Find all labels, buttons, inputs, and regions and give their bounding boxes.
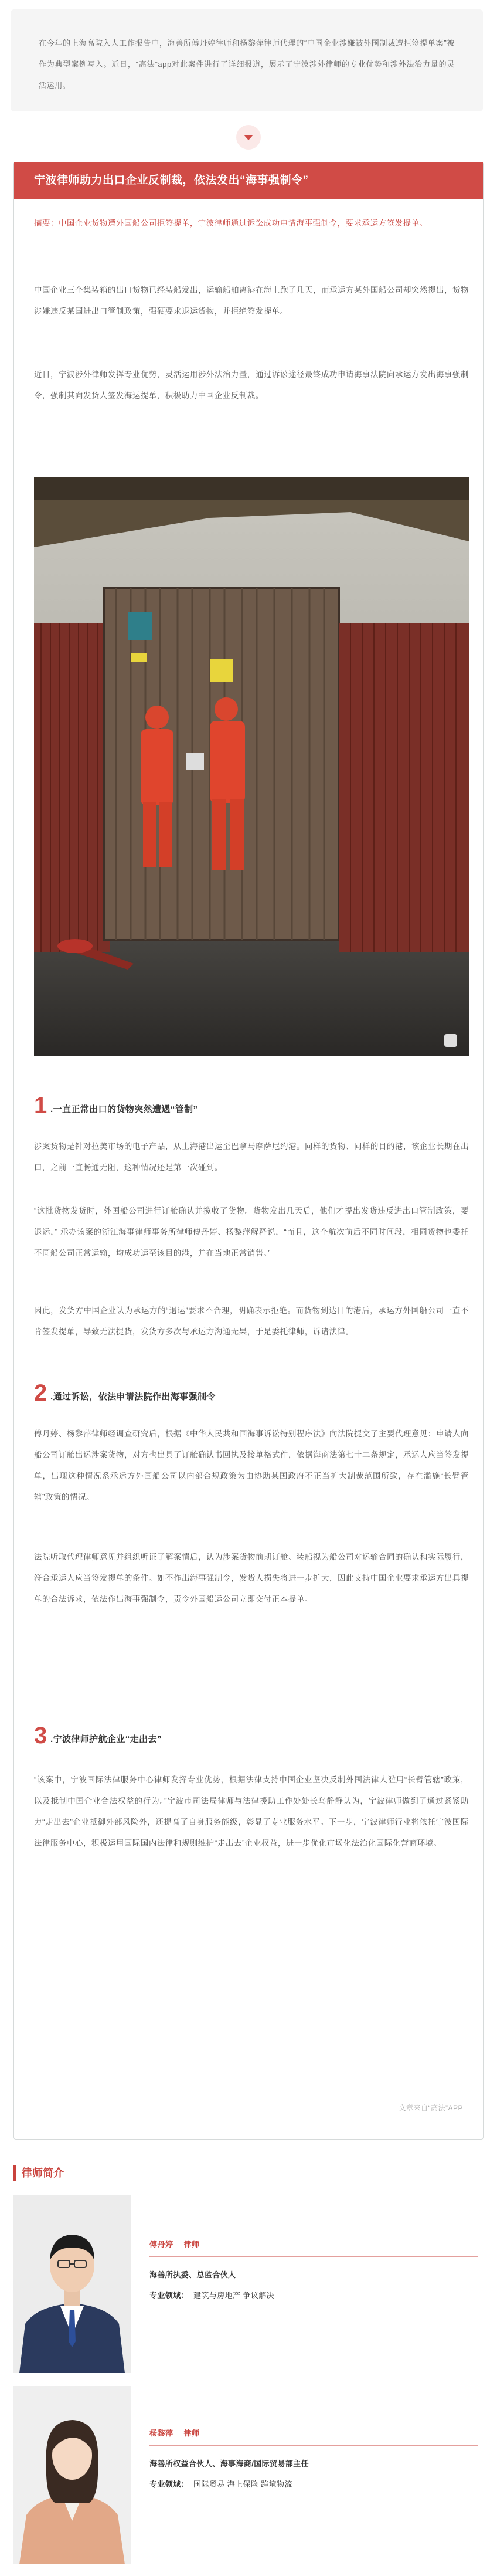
- lawyer-name-line: [149, 2238, 478, 2249]
- lawyer-profile: [13, 2195, 484, 2373]
- intro-text: 在今年的上海高院入人工作报告中，海善所傅丹婷律师和杨黎萍律师代理的“中国企业涉嫌被外国制裁遭拒签提单案”被作为典型案例写入。近日，“高法”app对此案件进行了详细报道，展示了宁波涉外律师的专业优势和涉外法治力量的灵活运用。: [39, 39, 455, 90]
- lawyer-title: 海善所执委、总监合伙人: [149, 2270, 236, 2279]
- intro-box: [11, 9, 483, 111]
- lawyer-info: [149, 2238, 478, 2300]
- section-title: [34, 1380, 469, 1406]
- article-paragraph: 近日，宁波涉外律师发挥专业优势，灵活运用涉外法治力量，通过诉讼途径最终成功申请海事法院向承运方发出海事强制令，强制其向发货人签发海运提单，积极助力中国企业反制裁。: [34, 370, 469, 400]
- lawyer-profile: [13, 2386, 484, 2564]
- section-heading: .通过诉讼，依法申请法院作出海事强制令: [50, 1392, 216, 1402]
- field-label: 专业领域：: [149, 2291, 189, 2300]
- lawyer-photo: [13, 2195, 131, 2373]
- lawyer-name-line: [149, 2427, 478, 2438]
- lawyer-info: [149, 2427, 478, 2489]
- container-inspection-photo: [34, 477, 469, 1056]
- article-card: [13, 162, 484, 2140]
- lawyer-name: 傅丹婷: [149, 2240, 173, 2249]
- lawyer-role: 律师: [183, 2240, 200, 2249]
- lawyer-name: 杨黎萍: [149, 2429, 173, 2438]
- lawyer-role: 律师: [183, 2429, 200, 2438]
- article-paragraph: 傅丹婷、杨黎萍律师经调查研究后，根据《中华人民共和国海事诉讼特别程序法》向法院提交了主要代理意见：申请人向船公司订舱出运涉案货物，对方也出具了订舱确认书回执及接单格式件，依据海商法第七十二条规定，承运人应当签发提单，出现这种情况系承运方外国船公司以内部合规政策为由协助某国政府不正当扩大制裁范围所致，存在滥施“长臂管辖”政策的情况。: [34, 1429, 469, 1501]
- divider: [149, 2445, 478, 2446]
- article-paragraph: 涉案货物是针对拉美市场的电子产品，从上海港出运至巴拿马摩萨尼约港。同样的货物、同样的目的港，该企业长期在出口，之前一直畅通无阻，这种情况还是第一次碰到。: [34, 1142, 469, 1172]
- lawyer-photo: [13, 2386, 131, 2564]
- article-paragraph: 法院听取代理律师意见并组织听证了解案情后，认为涉案货物前期订舱、装船视为船公司对运输合同的确认和实际履行，符合承运人应当签发提单的条件。如不作出海事强制令，发货人损失将进一步扩大，因此支持中国企业要求承运方出具提单的合法诉求，依法作出海事强制令，责令外国船运公司立即交付正本提单。: [34, 1553, 469, 1604]
- article-abstract: 摘要：中国企业货物遭外国船公司拒签提单，宁波律师通过诉讼成功申请海事强制令，要求承运方签发提单。: [34, 219, 428, 228]
- section-heading: .一直正常出口的货物突然遭遇“管制”: [50, 1104, 198, 1114]
- article-paragraph: 中国企业三个集装箱的出口货物已经装船发出，运输船舶离港在海上跑了几天，而承运方某外国船公司却突然提出，货物涉嫌违反某国进出口管制政策，强硬要求退运货物，并拒绝签发提单。: [34, 286, 469, 316]
- section-title: [34, 1093, 469, 1118]
- article-paragraph: “该案中，宁波国际法律服务中心律师发挥专业优势，根据法律支持中国企业坚决反制外国法律人滥用“长臂管辖”政策，以及抵制中国企业合法权益的行为。”宁波市司法局律师与法律援助工作处处长乌静静认为，宁波律师做到了通过紧紧助力“走出去”企业抵御外部风险外，还提高了自身服务能级，彰显了专业服务水平。下一步，宁波律师行业将依托宁波国际法律服务中心，积极运用国际国内法律和规则维护“走出去”企业权益，进一步优化市场化法治化国际化营商环境。: [34, 1775, 469, 1848]
- lawyer-field: [149, 2289, 478, 2300]
- article-header: 宁波律师助力出口企业反制裁，依法发出“海事强制令”: [14, 162, 483, 199]
- section-number: 3: [34, 1723, 47, 1748]
- lawyer-field: [149, 2478, 478, 2489]
- lawyers-section-title: 律师简介: [13, 2165, 64, 2181]
- field-value: 国际贸易 海上保险 跨境物流: [193, 2480, 292, 2489]
- article-paragraph: 因此，发货方中国企业认为承运方的“退运”要求不合理，明确表示拒绝。而货物到达目的港后，承运方外国船公司一直不肯签发提单，导致无法提货，发货方多次与承运方沟通无果，于是委托律师，诉诸法律。: [34, 1306, 469, 1336]
- section-number: 2: [34, 1380, 47, 1406]
- field-value: 建筑与房地产 争议解决: [193, 2291, 275, 2300]
- gallery-icon[interactable]: [444, 1034, 457, 1047]
- section-title: [34, 1723, 469, 1748]
- article-source: 文章来自“高法”APP: [399, 2104, 463, 2112]
- divider: [149, 2256, 478, 2257]
- lawyer-title: 海善所权益合伙人、海事海商/国际贸易部主任: [149, 2459, 309, 2468]
- field-label: 专业领域：: [149, 2480, 189, 2489]
- chevron-down-icon: [236, 124, 261, 150]
- section-heading: .宁波律师护航企业“走出去”: [50, 1734, 162, 1744]
- section-number: 1: [34, 1093, 47, 1118]
- article-paragraph: “这批货物发货时，外国船公司进行订舱确认并揽收了货物。货物发出几天后，他们才提出发货违反进出口管制政策，要退运，” 承办该案的浙江海事律师事务所律师傅丹婷、杨黎萍解释说，“而且，这个航次前后不同时间段，相同货物也委托不同船公司正常运输，均成功运至该目的港，并在当地正常销售。”: [34, 1206, 469, 1258]
